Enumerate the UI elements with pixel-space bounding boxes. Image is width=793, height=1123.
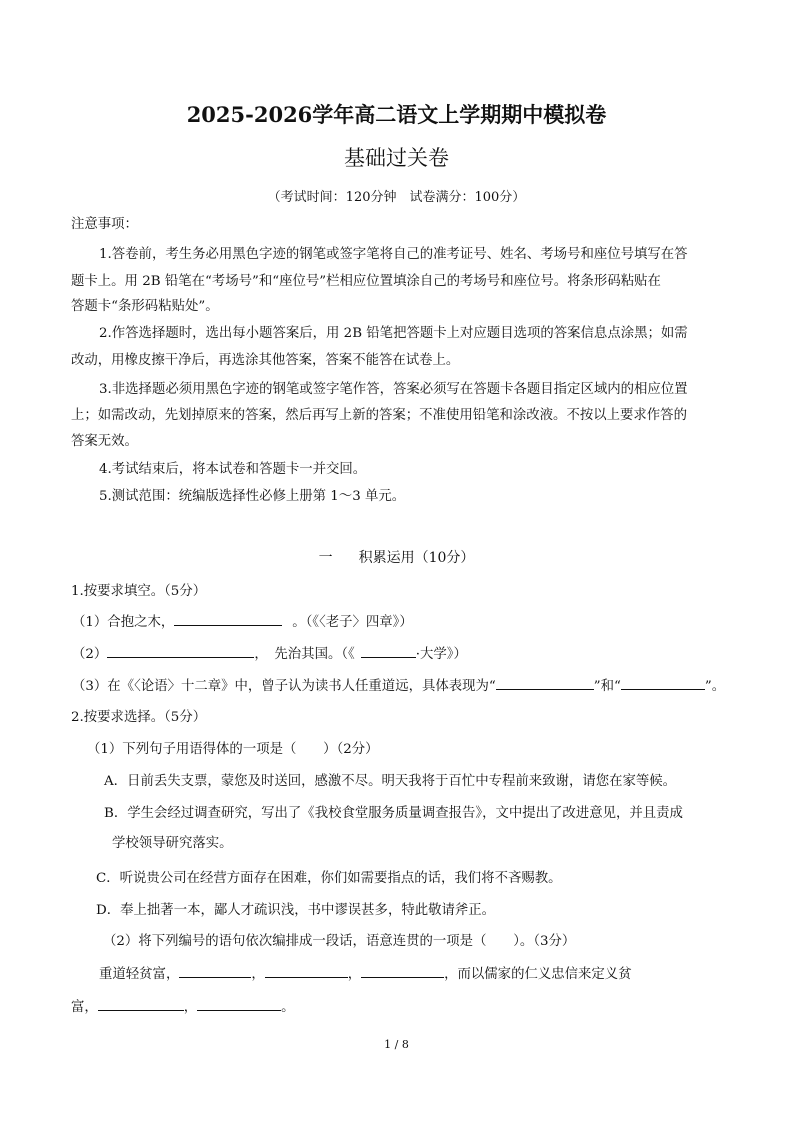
- fill-blank[interactable]: [361, 644, 416, 658]
- fill-blank[interactable]: [496, 676, 594, 690]
- exam-info: （考试时间：120分钟 试卷满分：100分）: [267, 190, 526, 205]
- notice-line: 2.作答选择题时，选出每小题答案后，用 2B 铅笔把答题卡上对应题目选项的答案信息点涂黑；如需: [99, 326, 688, 341]
- fill-blank[interactable]: [107, 644, 254, 658]
- fill-blank[interactable]: [179, 964, 251, 978]
- passage-line: 重道轻贫富， ， ， ，而以儒家的仁义忠信来定义贫: [99, 964, 632, 985]
- notice-line: 题卡上。用 2B 铅笔在“考场号”和“座位号”栏相应位置填涂自己的考场号和座位号。将条形码粘贴在: [71, 274, 661, 289]
- section-number: 一: [318, 550, 333, 566]
- notice-line: 1.答卷前，考生务必用黑色字迹的钢笔或签字笔将自己的准考证号、姓名、考场号和座位号填写在答: [99, 247, 688, 262]
- section-title: 积累运用（10分）: [358, 550, 475, 566]
- fill-blank[interactable]: [98, 997, 184, 1011]
- option-c: C．听说贵公司在经营方面存在困难，你们如需要指点的话，我们将不吝赐教。: [96, 871, 562, 886]
- fill-blank[interactable]: [265, 964, 348, 978]
- fill-blank[interactable]: [174, 612, 282, 626]
- passage-line: 富， ， 。: [71, 997, 295, 1018]
- notice-line: 答题卡“条形码粘贴处”。: [71, 299, 219, 314]
- section-heading: [0, 548, 793, 568]
- fill-blank[interactable]: [361, 964, 444, 978]
- q1-item-3: （3）在《〈论语〉十二章》中，曾子认为读书人任重道远，具体表现为“ ”和“ ”。: [72, 676, 725, 697]
- notice-line: 上；如需改动，先划掉原来的答案，然后再写上新的答案；不准使用铅笔和涂改液。不按以上要求作答的: [71, 408, 687, 423]
- option-b: B．学生会经过调查研究，写出了《我校食堂服务质量调查报告》，文中提出了改进意见，并且责成: [104, 806, 683, 821]
- q2-sub-question-2: （2）将下列编号的语句依次编排成一段话，语意连贯的一项是（ ）。（3分）: [103, 934, 576, 949]
- option-d: D．奉上拙著一本，鄙人才疏识浅，书中谬误甚多，特此敬请斧正。: [96, 903, 496, 918]
- option-b-continued: 学校领导研究落实。: [112, 836, 233, 851]
- question-1-stem: 1.按要求填空。（5分）: [71, 584, 207, 599]
- notice-line: 3.非选择题必须用黑色字迹的钢笔或签字笔作答，答案必须写在答题卡各题目指定区域内的相应位置: [99, 382, 688, 397]
- q2-sub-question-1: （1）下列句子用语得体的一项是（ ）（2分）: [87, 742, 379, 757]
- notice-line: 答案无效。: [71, 434, 138, 449]
- exam-title: 2025-2026学年高二语文上学期期中模拟卷: [186, 102, 607, 127]
- notice-heading: 注意事项：: [71, 217, 138, 232]
- question-2-stem: 2.按要求选择。（5分）: [71, 710, 207, 725]
- fill-blank[interactable]: [197, 997, 281, 1011]
- notice-line: 改动，用橡皮擦干净后，再选涂其他答案，答案不能答在试卷上。: [71, 353, 460, 368]
- exam-subtitle: 基础过关卷: [344, 146, 449, 170]
- q1-item-2: （2） ， 先治其国。（《 ·大学》）: [72, 644, 467, 665]
- fill-blank[interactable]: [621, 676, 705, 690]
- option-a: A．日前丢失支票，蒙您及时送回，感激不尽。明天我将于百忙中专程前来致谢，请您在家等候。: [104, 774, 677, 789]
- notice-line: 4.考试结束后，将本试卷和答题卡一并交回。: [99, 462, 367, 477]
- notice-line: 5.测试范围：统编版选择性必修上册第 1～3 单元。: [99, 489, 406, 504]
- q1-item-1: （1）合抱之木， 。（《〈老子〉四章》）: [72, 612, 413, 633]
- page-number: 1 / 8: [384, 1038, 409, 1051]
